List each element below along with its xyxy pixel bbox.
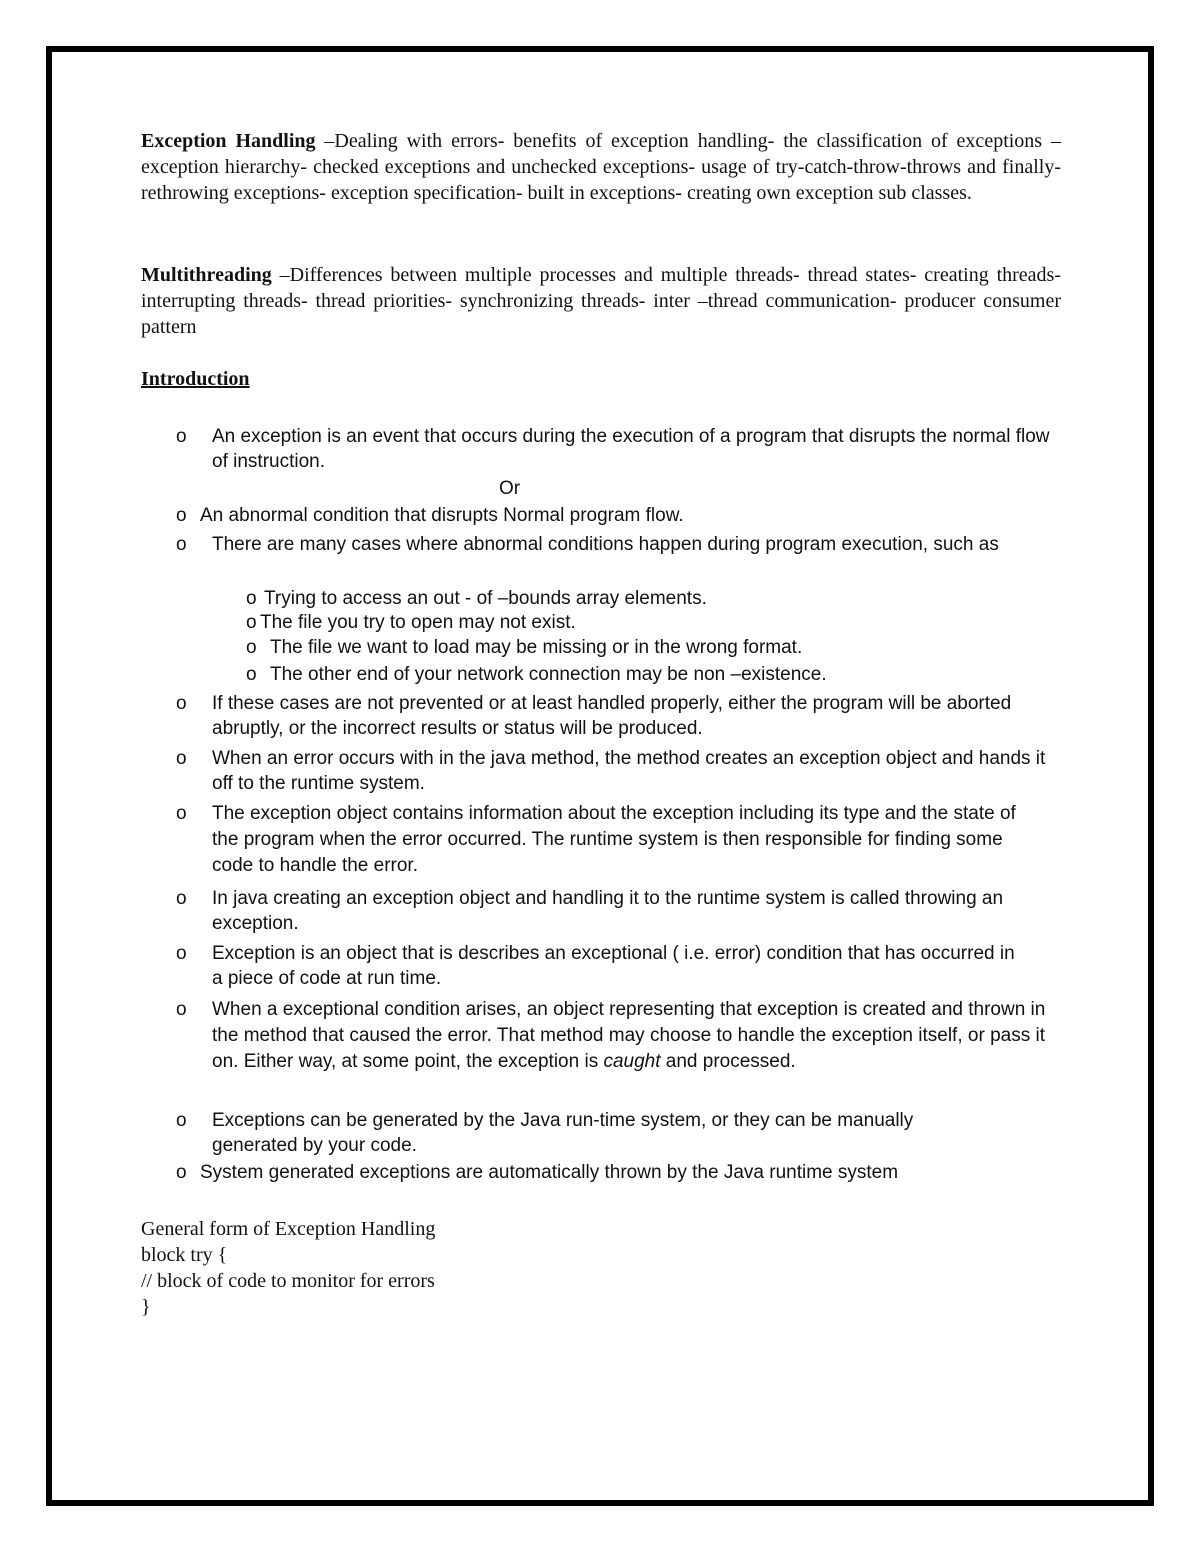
bullet-marker: o (176, 693, 187, 714)
sub-list-item-text: The file you try to open may not exist. (260, 612, 576, 633)
bullet-marker: o (176, 505, 187, 526)
bullet-marker: o (176, 1110, 187, 1131)
bullet-marker: o (176, 888, 187, 909)
list-item-text: Exceptions can be generated by the Java run-time system, or they can be manually generated by your code. (212, 1110, 914, 1156)
bullet-marker: o (246, 637, 257, 658)
bullet-marker: o (176, 1162, 187, 1183)
multithreading-text: –Differences between multiple processes and multiple threads- thread states- creating threads- interrupting threads- thread priorities- synchronizing threads- inter –thread communication- producer consumer pattern (141, 264, 1061, 338)
list-item-text: An exception is an event that occurs during the execution of a program that disrupts the normal flow of instruction. (212, 426, 1050, 472)
list-item-text (212, 997, 1062, 1075)
sub-list-item-text: The other end of your network connection may be non –existence. (270, 664, 827, 685)
list-item-text: In java creating an exception object and handling it to the runtime system is called throwing an exception. (212, 888, 1004, 934)
bullet-marker: o (176, 534, 187, 555)
list-item-text: The exception object contains information about the exception including its type and the state of the program when the error occurred. The runtime system is then responsible for finding some code to handle the error. (212, 803, 1016, 876)
exception-handling-paragraph (141, 128, 1061, 206)
list-item-text: There are many cases where abnormal conditions happen during program execution, such as (212, 534, 999, 555)
bullet-marker: o (176, 748, 187, 769)
bullet-marker: o (246, 664, 257, 685)
code-line: // block of code to monitor for errors (141, 1270, 435, 1292)
code-line: block try { (141, 1244, 228, 1266)
bullet-marker: o (246, 588, 257, 609)
list-item-text: An abnormal condition that disrupts Normal program flow. (200, 505, 684, 526)
list-item-text: Exception is an object that is describes an exceptional ( i.e. error) condition that has occurred in a piece of code at run time. (212, 943, 1015, 989)
bullet-marker: o (176, 943, 187, 964)
caught-text-after: and processed. (660, 1051, 796, 1072)
list-item-text: System generated exceptions are automatically thrown by the Java runtime system (200, 1162, 899, 1183)
bullet-marker: o (246, 612, 257, 633)
exception-handling-title: Exception Handling (141, 130, 316, 152)
sub-list-item-text: The file we want to load may be missing or in the wrong format. (270, 637, 803, 658)
list-item-text: When an error occurs with in the java method, the method creates an exception object and hands it off to the runtime system. (212, 748, 1046, 794)
list-item-text: If these cases are not prevented or at least handled properly, either the program will be aborted abruptly, or the incorrect results or status will be produced. (212, 693, 1012, 739)
multithreading-paragraph (141, 262, 1061, 340)
multithreading-title: Multithreading (141, 264, 272, 286)
caught-text-before: When a exceptional condition arises, an object representing that exception is created and thrown in the method that caused the error. That method may choose to handle the exception itself, or pass it on. Either way, at some point, the exception is (212, 999, 1046, 1072)
bullet-marker: o (176, 803, 187, 824)
bullet-marker: o (176, 999, 187, 1020)
code-line: } (141, 1296, 151, 1318)
exception-handling-text: –Dealing with errors- benefits of exception handling- the classification of exceptions –exception hierarchy- checked exceptions and unchecked exceptions- usage of try-catch-throw-throws and finally-rethrowing exceptions- exception specification- built in exceptions- creating own exception sub classes. (141, 130, 1061, 204)
sub-list-item-text: Trying to access an out - of –bounds array elements. (264, 588, 707, 609)
bullet-marker: o (176, 426, 187, 447)
general-form-title: General form of Exception Handling (141, 1218, 436, 1240)
introduction-heading: Introduction (141, 368, 250, 390)
or-separator: Or (499, 478, 521, 499)
caught-emphasis: caught (603, 1051, 661, 1072)
